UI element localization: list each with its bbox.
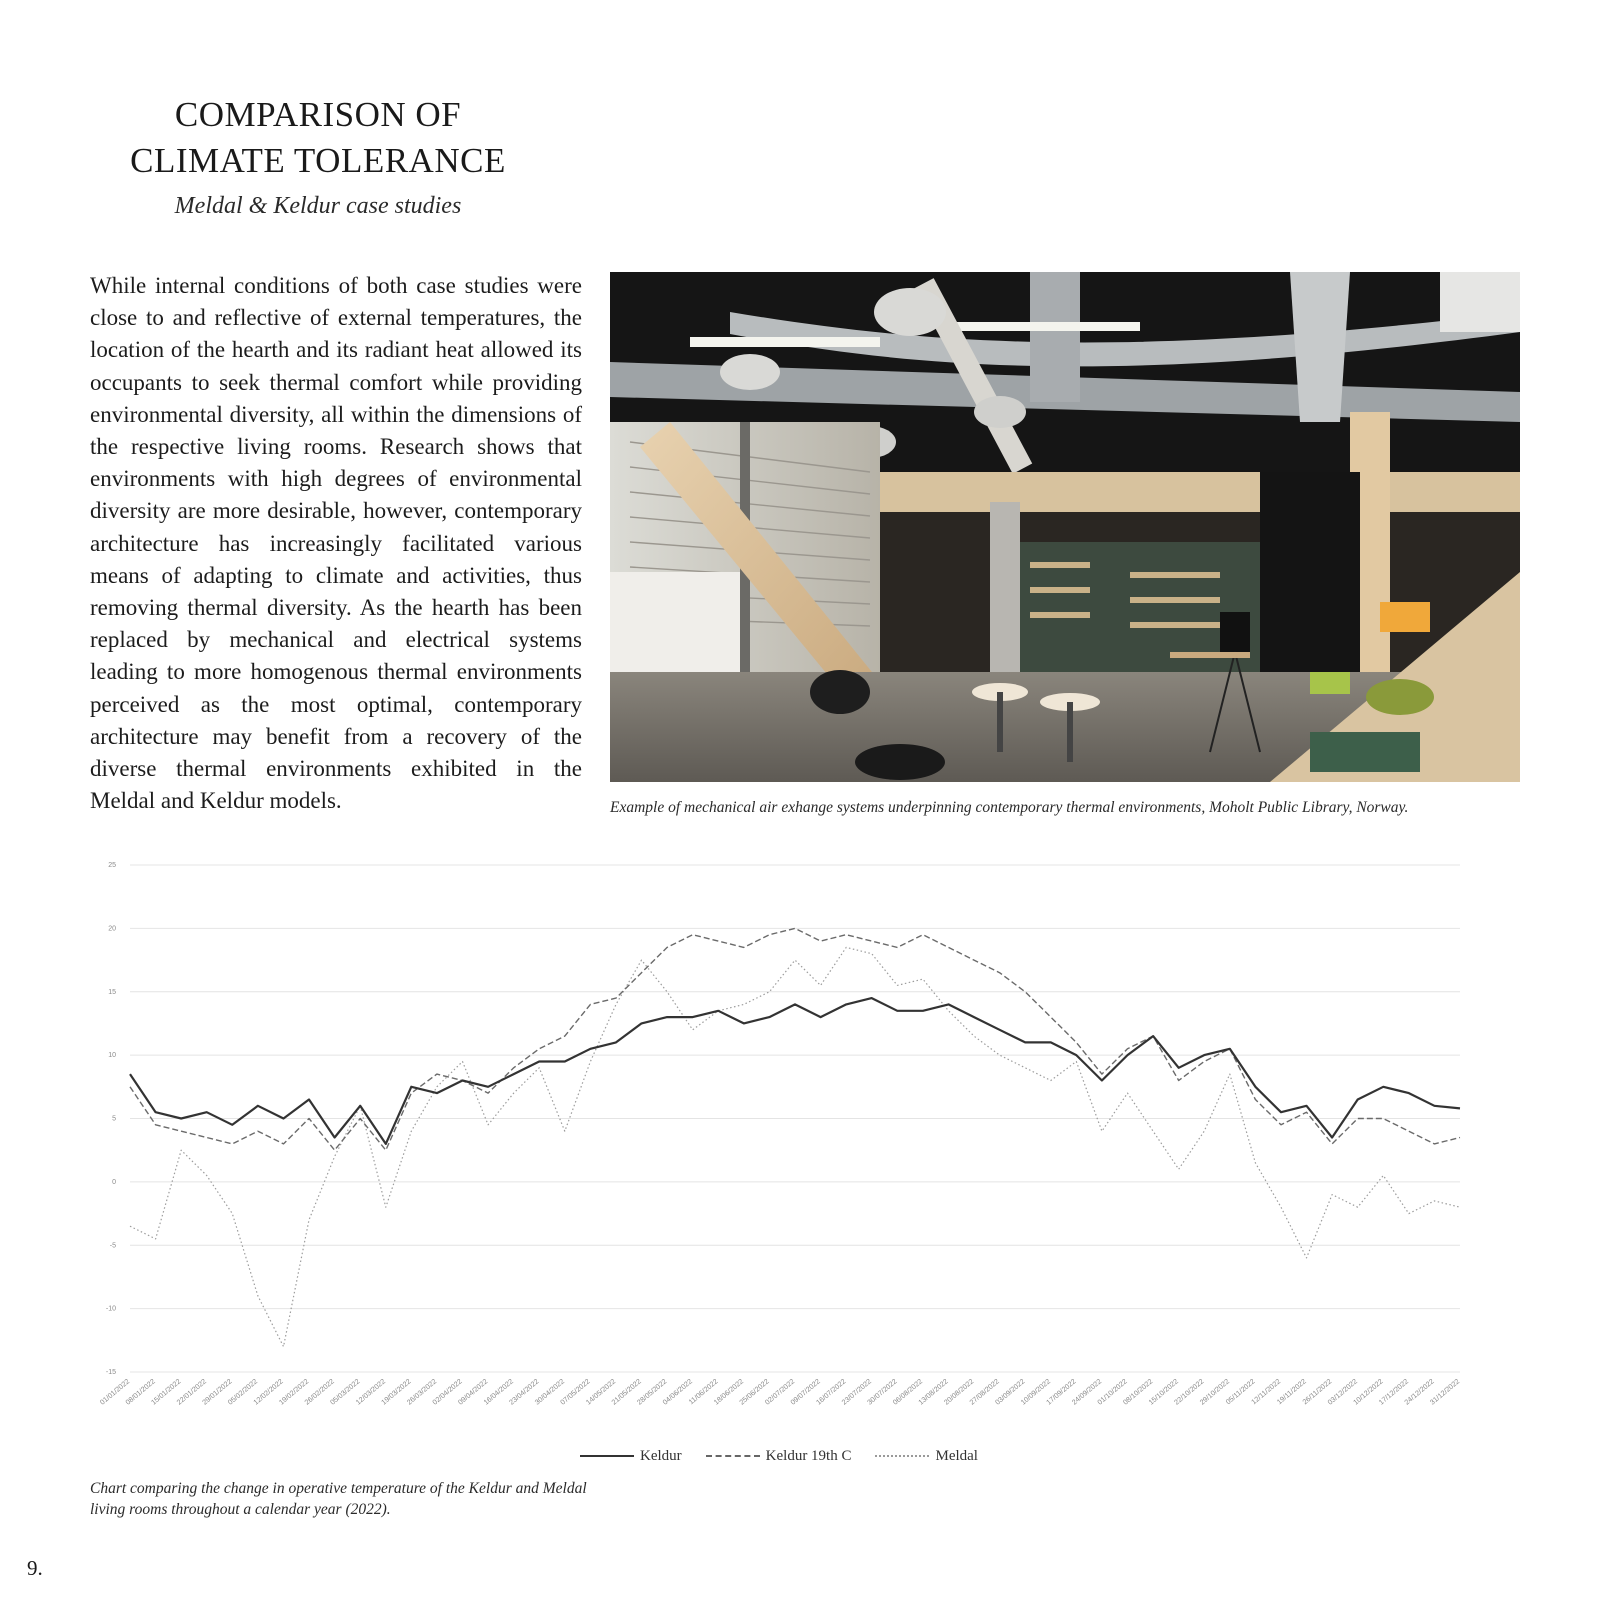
- title-line-1: COMPARISON OF: [174, 95, 462, 134]
- x-tick-label: 20/08/2022: [941, 1376, 976, 1407]
- x-tick-label: 24/12/2022: [1402, 1376, 1436, 1407]
- x-tick-label: 15/01/2022: [149, 1376, 183, 1407]
- y-tick-label: 15: [108, 988, 116, 996]
- x-tick-label: 05/03/2022: [328, 1376, 362, 1407]
- page-number: 9.: [27, 1556, 43, 1580]
- x-tick-label: 04/06/2022: [660, 1376, 694, 1407]
- x-axis-ticks: [98, 1377, 1461, 1407]
- y-tick-label: 5: [112, 1115, 116, 1123]
- x-tick-label: 02/04/2022: [430, 1376, 464, 1407]
- x-tick-label: 27/08/2022: [967, 1376, 1001, 1407]
- x-tick-label: 03/09/2022: [993, 1376, 1027, 1407]
- x-tick-label: 23/04/2022: [507, 1376, 541, 1407]
- x-tick-label: 12/02/2022: [251, 1376, 285, 1407]
- legend-item-keldur-19th-c: [706, 1448, 852, 1465]
- x-tick-label: 26/03/2022: [404, 1376, 439, 1407]
- body-paragraph: While internal conditions of both case studies were close to and reflective of external temperatures, the location of the hearth and its radiant heat allowed its occupants to seek thermal comfort while providing environmental diversity, all within the dimensions of the respective living rooms. Research shows that environments with high degrees of environmental diversity are more desirable, however, contemporary architecture has increasingly facilitated various means of adapting to climate and activities, thus removing thermal diversity. As the hearth has been replaced by mechanical and electrical systems leading to more homogenous thermal environments perceived as the most optimal, contemporary architecture may benefit from a recovery of the diverse thermal environments exhibited in the Meldal and Keldur models.: [90, 273, 582, 814]
- x-tick-label: 30/07/2022: [865, 1376, 899, 1407]
- legend-label-keldur: Keldur: [640, 1447, 682, 1464]
- x-tick-label: 30/04/2022: [532, 1376, 567, 1407]
- x-tick-label: 16/07/2022: [814, 1376, 848, 1407]
- chart-series: [130, 928, 1460, 1346]
- x-tick-label: 19/03/2022: [379, 1376, 413, 1407]
- y-tick-label: 0: [112, 1178, 116, 1186]
- x-tick-label: 14/05/2022: [583, 1376, 618, 1407]
- x-tick-label: 01/10/2022: [1095, 1376, 1129, 1407]
- x-tick-label: 06/08/2022: [890, 1376, 925, 1407]
- library-photo-illustration: [610, 272, 1520, 782]
- x-tick-label: 17/09/2022: [1044, 1376, 1078, 1407]
- chart-grid: [130, 865, 1460, 1372]
- x-tick-label: 29/01/2022: [200, 1376, 234, 1407]
- x-tick-label: 31/12/2022: [1427, 1376, 1462, 1407]
- y-axis-ticks: [106, 862, 116, 1376]
- library-interior-photo: [610, 272, 1520, 782]
- x-tick-label: 24/09/2022: [1069, 1376, 1104, 1407]
- x-tick-label: 12/11/2022: [1249, 1376, 1283, 1407]
- x-tick-label: 09/07/2022: [788, 1376, 822, 1407]
- y-tick-label: 20: [108, 925, 116, 933]
- y-tick-label: 10: [108, 1052, 116, 1060]
- x-tick-label: 26/02/2022: [302, 1376, 336, 1407]
- title-line-2: CLIMATE TOLERANCE: [130, 141, 506, 180]
- legend-swatch-dotted: [875, 1455, 929, 1457]
- x-tick-label: 05/02/2022: [225, 1376, 260, 1407]
- x-tick-label: 28/05/2022: [635, 1376, 669, 1407]
- x-tick-label: 29/10/2022: [1197, 1376, 1232, 1407]
- chart-svg: [95, 855, 1515, 1450]
- legend-label-keldur-19th-c: Keldur 19th C: [765, 1447, 852, 1464]
- y-tick-label: -5: [109, 1242, 116, 1250]
- chart-caption: Chart comparing the change in operative temperature of the Keldur and Meldal living rooms throughout a calendar year (2022).: [90, 1480, 587, 1518]
- y-tick-label: -10: [105, 1305, 116, 1313]
- x-tick-label: 01/01/2022: [97, 1376, 132, 1407]
- x-tick-label: 12/03/2022: [353, 1376, 388, 1407]
- x-tick-label: 02/07/2022: [762, 1376, 797, 1407]
- x-tick-label: 23/07/2022: [839, 1376, 874, 1407]
- x-tick-label: 22/10/2022: [1172, 1376, 1206, 1407]
- chart-legend: [580, 1444, 1002, 1468]
- series-line-keldur: [130, 998, 1460, 1144]
- x-tick-label: 26/11/2022: [1300, 1376, 1334, 1407]
- legend-swatch-solid: [580, 1455, 634, 1457]
- temperature-chart: [95, 855, 1515, 1450]
- x-tick-label: 10/09/2022: [1018, 1376, 1053, 1407]
- x-tick-label: 18/06/2022: [711, 1376, 746, 1407]
- x-tick-label: 25/06/2022: [737, 1376, 771, 1407]
- legend-swatch-dashed: [706, 1455, 760, 1457]
- x-tick-label: 08/01/2022: [123, 1376, 157, 1407]
- x-tick-label: 08/10/2022: [1121, 1376, 1155, 1407]
- x-tick-label: 19/11/2022: [1274, 1376, 1308, 1407]
- x-tick-label: 09/04/2022: [456, 1376, 490, 1407]
- x-tick-label: 13/08/2022: [916, 1376, 950, 1407]
- y-tick-label: 25: [108, 862, 116, 869]
- legend-label-meldal: Meldal: [935, 1447, 978, 1464]
- series-line-meldal: [130, 947, 1460, 1346]
- x-tick-label: 03/12/2022: [1325, 1376, 1359, 1407]
- legend-item-keldur: [580, 1448, 682, 1465]
- x-tick-label: 17/12/2022: [1376, 1376, 1411, 1407]
- x-tick-label: 10/12/2022: [1351, 1376, 1385, 1407]
- page-title: [118, 92, 518, 184]
- x-tick-label: 21/05/2022: [609, 1376, 643, 1407]
- x-tick-label: 05/11/2022: [1223, 1376, 1257, 1407]
- series-line-keldur-19th-c: [130, 928, 1460, 1150]
- x-tick-label: 11/06/2022: [686, 1376, 720, 1407]
- x-tick-label: 16/04/2022: [481, 1376, 515, 1407]
- legend-item-meldal: [875, 1448, 978, 1465]
- x-tick-label: 15/10/2022: [1146, 1376, 1180, 1407]
- photo-caption: Example of mechanical air exhange systems underpinning contemporary thermal environments, Moholt Public Library, Norway.: [610, 799, 1409, 816]
- y-tick-label: -15: [105, 1369, 116, 1376]
- x-tick-label: 19/02/2022: [276, 1376, 311, 1407]
- x-tick-label: 22/01/2022: [174, 1376, 209, 1407]
- x-tick-label: 07/05/2022: [558, 1376, 592, 1407]
- page-subtitle: Meldal & Keldur case studies: [174, 193, 462, 219]
